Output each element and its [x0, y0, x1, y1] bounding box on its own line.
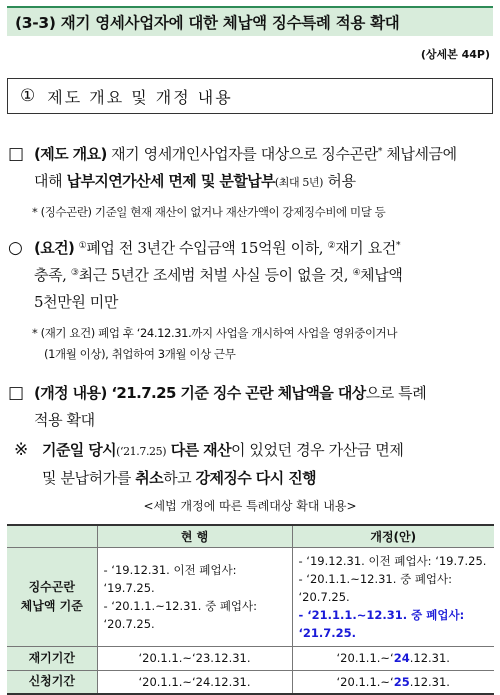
table-caption: <세법 개정에 따른 특례대상 확대 내용> — [143, 499, 357, 513]
date-part: .12.31. — [409, 651, 450, 665]
paragraph-remark — [8, 437, 492, 492]
square-bullet-icon: □ — [8, 144, 24, 164]
table-header-current: 현 행 — [97, 525, 292, 547]
footnote-mark: * — [377, 147, 382, 157]
remark-text-3: 하고 — [163, 469, 196, 487]
row-head-application-period: 신청기간 — [7, 670, 97, 694]
revised-application-period — [292, 670, 494, 694]
revised-restart-period — [292, 646, 494, 670]
paragraph-overview — [8, 141, 492, 196]
date-part: ‘20.1.1.~‘ — [336, 674, 394, 689]
remark-bold-2: 다른 재산 — [166, 441, 231, 459]
row-head-line2: 체납액 기준 — [20, 598, 83, 613]
req-text-3: 충족, — [34, 266, 71, 284]
overview-text-3: 대해 — [34, 172, 67, 190]
paragraph-requirements — [8, 235, 492, 316]
remark-small: (‘21.7.25) — [116, 445, 167, 458]
note2-line1: * (재기 요건) 폐업 후 ‘24.12.31.까지 사업을 개시하여 사업을 영위중이거나 — [32, 326, 398, 340]
date-highlight: 25 — [393, 674, 410, 689]
row-head-line1: 징수곤란 — [28, 579, 75, 594]
req-text-4: 최근 5년간 조세범 처벌 사실 등이 없을 것, — [78, 266, 353, 284]
remark-bold-3: 취소 — [135, 469, 164, 487]
current-restart-period: ‘20.1.1.~‘23.12.31. — [97, 646, 292, 670]
current-application-period: ‘20.1.1.~‘24.12.31. — [97, 670, 292, 694]
date-part: ‘20.1.1.~‘ — [336, 651, 394, 665]
overview-text-2: 체납세금에 — [381, 145, 457, 163]
row-head-criteria — [7, 547, 97, 646]
amendment-text-2: 적용 확대 — [34, 411, 95, 429]
overview-bold: 납부지연가산세 면제 및 분할납부 — [66, 172, 275, 190]
remark-text-2: 및 분납허가를 — [42, 469, 136, 487]
circled-1: ① — [78, 241, 87, 251]
amendment-text-1: 으로 특례 — [365, 384, 427, 402]
circled-2: ② — [327, 241, 336, 251]
date-highlight: 24 — [393, 651, 410, 665]
list-item: - ‘19.12.31. 이전 폐업사: ‘19.7.25. — [298, 553, 487, 568]
list-item: - ‘20.1.1.~12.31. 중 폐업사: ‘20.7.25. — [103, 598, 258, 631]
req-text-2: 재기 요건 — [335, 239, 396, 257]
overview-small: (최대 5년) — [274, 176, 324, 189]
comparison-table — [7, 524, 494, 695]
table-row — [7, 547, 494, 646]
circled-3: ③ — [70, 268, 79, 278]
reference-mark-icon: ※ — [14, 440, 28, 460]
overview-text-1: 재기 영세개인사업자를 대상으로 징수곤란 — [106, 145, 378, 163]
date-part: .12.31. — [409, 674, 450, 689]
table-header-row — [7, 525, 494, 547]
remark-bold-1: 기준일 당시 — [42, 441, 117, 459]
amendment-head: (개정 내용) — [34, 384, 107, 402]
req-text-1: 폐업 전 3년간 수입금액 15억원 이하, — [86, 239, 328, 257]
section-label: 제도 개요 및 개정 내용 — [47, 87, 233, 107]
revised-criteria-cell — [292, 547, 494, 646]
list-item-highlighted: - ‘21.1.1.~12.31. 중 폐업사: ‘21.7.25. — [298, 607, 465, 640]
table-row — [7, 670, 494, 694]
requirements-head: (요건) — [34, 239, 75, 257]
list-item: - ‘20.1.1.~12.31. 중 폐업사: ‘20.7.25. — [298, 571, 453, 604]
page-title: (3-3) 재기 영세사업자에 대한 체납액 징수특례 적용 확대 — [7, 6, 493, 36]
current-criteria-cell — [97, 547, 292, 646]
table-row — [7, 646, 494, 670]
section-heading — [7, 78, 493, 114]
section-number: ① — [20, 86, 38, 106]
remark-text-1: 이 있었던 경우 가산금 면제 — [230, 441, 404, 459]
req-text-6: 5천만원 미만 — [34, 293, 118, 311]
amendment-bold: ‘21.7.25 기준 징수 곤란 체납액을 대상 — [106, 384, 366, 402]
paragraph-amendment — [8, 380, 492, 434]
footnote-mark: * — [395, 241, 401, 251]
circle-bullet-icon: ○ — [8, 238, 23, 258]
table-header-blank — [7, 525, 97, 547]
req-text-5: 체납액 — [360, 266, 403, 284]
note-collection-difficulty: * (징수곤란) 기준일 현재 재산이 없거나 재산가액이 강제징수비에 미달 등 — [32, 205, 386, 219]
note-restart-requirement — [32, 323, 492, 365]
circled-4: ④ — [352, 268, 361, 278]
list-item: - ‘19.12.31. 이전 폐업사: ‘19.7.25. — [103, 562, 237, 595]
overview-text-4: 허용 — [323, 172, 356, 190]
table-header-revised: 개정(안) — [292, 525, 494, 547]
square-bullet-icon: □ — [8, 383, 24, 403]
note2-line2: (1개월 이상), 취업하여 3개월 이상 근무 — [44, 347, 236, 361]
row-head-restart-period: 재기기간 — [7, 646, 97, 670]
reference-note: (상세본 44P) — [420, 48, 490, 61]
remark-bold-4: 강제징수 다시 진행 — [195, 469, 316, 487]
overview-head: (제도 개요) — [34, 145, 107, 163]
